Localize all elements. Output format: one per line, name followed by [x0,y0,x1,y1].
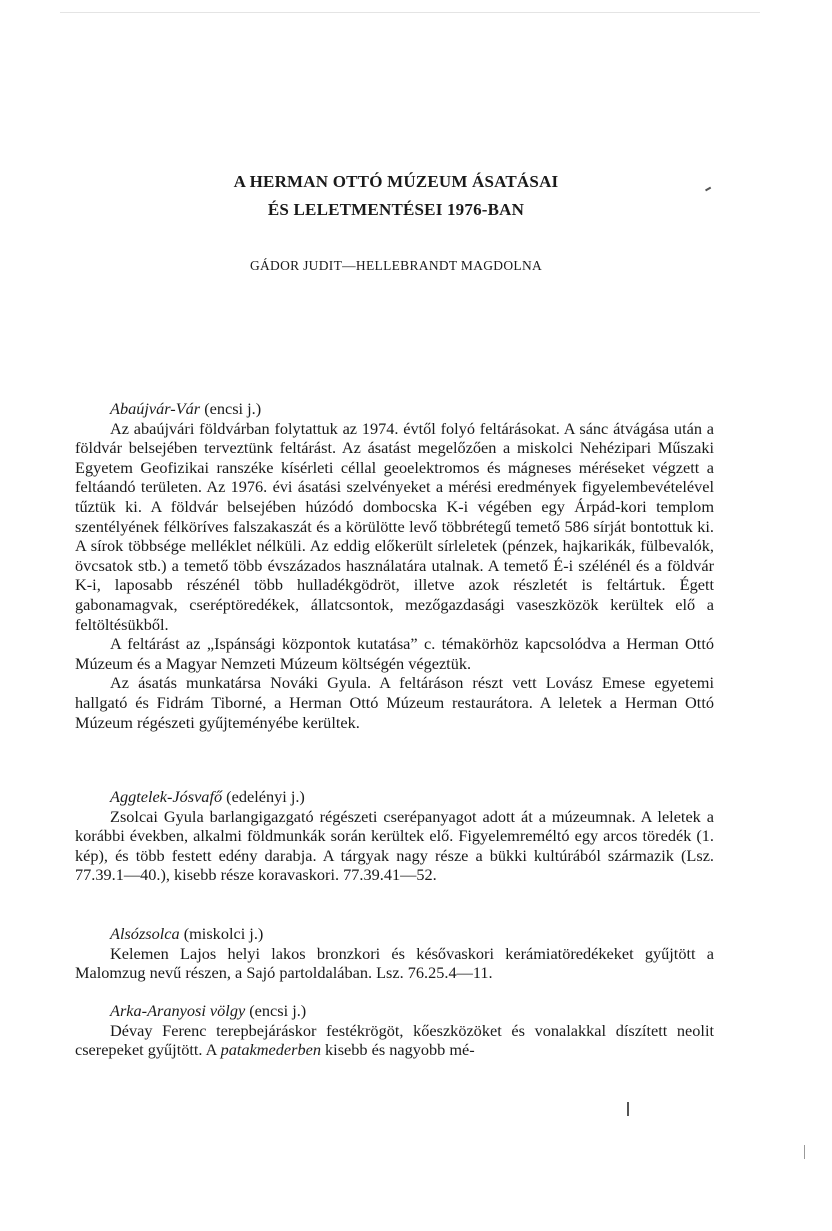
district-name: (edelényi j.) [222,787,305,806]
paragraph: Kelemen Lajos helyi lakos bronzkori és késővaskori kerámiatöredékeket gyűjtött a Malomzug nevű részen, a Sajó partoldalában. Lsz. 76.25.4—11. [75,943,714,983]
place-name: Abaújvár-Vár [110,399,201,418]
title-line-1: A HERMAN OTTÓ MÚZEUM ÁSATÁSAI [233,172,559,191]
district-name: (encsi j.) [245,1001,307,1020]
section-alsozsolca [75,924,714,983]
scan-speck [627,1102,629,1116]
italic-term: patakmederben [220,1040,321,1060]
section-heading [75,399,714,419]
section-abaujvar [75,399,714,732]
title-line-2: ÉS LELETMENTÉSEI 1976-BAN [267,200,525,219]
district-name: (encsi j.) [200,399,262,418]
section-heading [75,1001,714,1021]
paragraph: Az abaújvári földvárban folytattuk az 1974. évtől folyó feltárásokat. A sánc átvágása után a földvár belsejében terveztünk feltárást. Az ásatást megelőzően a miskolci Nehézipari Műszaki Egyetem Geofizikai ranszéke kísérleti céllal geoelektromos és mágneses méréseket végzett a feltáandó területen. Az 1976. évi ásatási szelvényeket a mérési eredmények figyelembevételével tűztük ki. A földvár belsejében húzódó dombocska K-i végében egy Árpád-kori templom szentélyének félköríves falszakaszát és a körülötte levő többrétegű temető 586 sírját bontottuk ki. A sírok többsége melléklet nélküli. Az eddig előkerült sírleletek (pénzek, hajkarikák, fülbevalók, övcsatok stb.) a temető több évszázados használatára utalnak. A temető É-i szélénél és a földvár K-i, laposabb részénél több hulladékgödröt, illetve azok részletét is feltártuk. Égett gabonamagvak, cseréptöredékek, állatcsontok, mezőgazdasági vaseszközök kerültek elő a feltöltésükből. [75,418,714,634]
place-name: Arka-Aranyosi völgy [110,1001,246,1020]
scan-speck [60,12,760,13]
place-name: Aggtelek-Jósvafő [110,787,223,806]
paragraph: A feltárást az „Ispánsági központok kutatása” c. témakörhöz kapcsolódva a Herman Ottó Múzeum és a Magyar Nemzeti Múzeum költségén végeztük. [75,634,714,673]
paragraph-text: Dévay Ferenc terepbejáráskor festékrögöt, kőeszközöket és vonalakkal díszített neolit cserepeket gyűjtött. A [75,1020,714,1060]
section-heading [75,924,714,944]
paragraph-text: kisebb és nagyobb mé- [320,1040,475,1060]
district-name: (miskolci j.) [179,924,264,943]
scan-speck [804,1145,805,1159]
paragraph: Zsolcai Gyula barlangigazgató régészeti cserépanyagot adott át a múzeumnak. A leletek a korábbi években, alkalmi földmunkák során kerültek elő. Figyelemreméltó egy arcos töredék (1. kép), és több festett edény darabja. A tárgyak nagy része a bükki kultúrából származik (Lsz. 77.39.1—40.), kisebb része koravaskori. 77.39.41—52. [75,806,714,885]
section-aggtelek [75,787,714,885]
section-arka [75,1001,714,1060]
paragraph [75,1021,714,1060]
paragraph: Az ásatás munkatársa Nováki Gyula. A feltáráson részt vett Lovász Emese egyetemi hallgató és Fidrám Tiborné, a Herman Ottó Múzeum restaurátora. A leletek a Herman Ottó Múzeum régészeti gyűjteményébe kerültek. [75,673,714,732]
authors-line: GÁDOR JUDIT—HELLEBRANDT MAGDOLNA [249,258,543,273]
place-name: Alsózsolca [110,924,180,943]
section-heading [75,787,714,807]
